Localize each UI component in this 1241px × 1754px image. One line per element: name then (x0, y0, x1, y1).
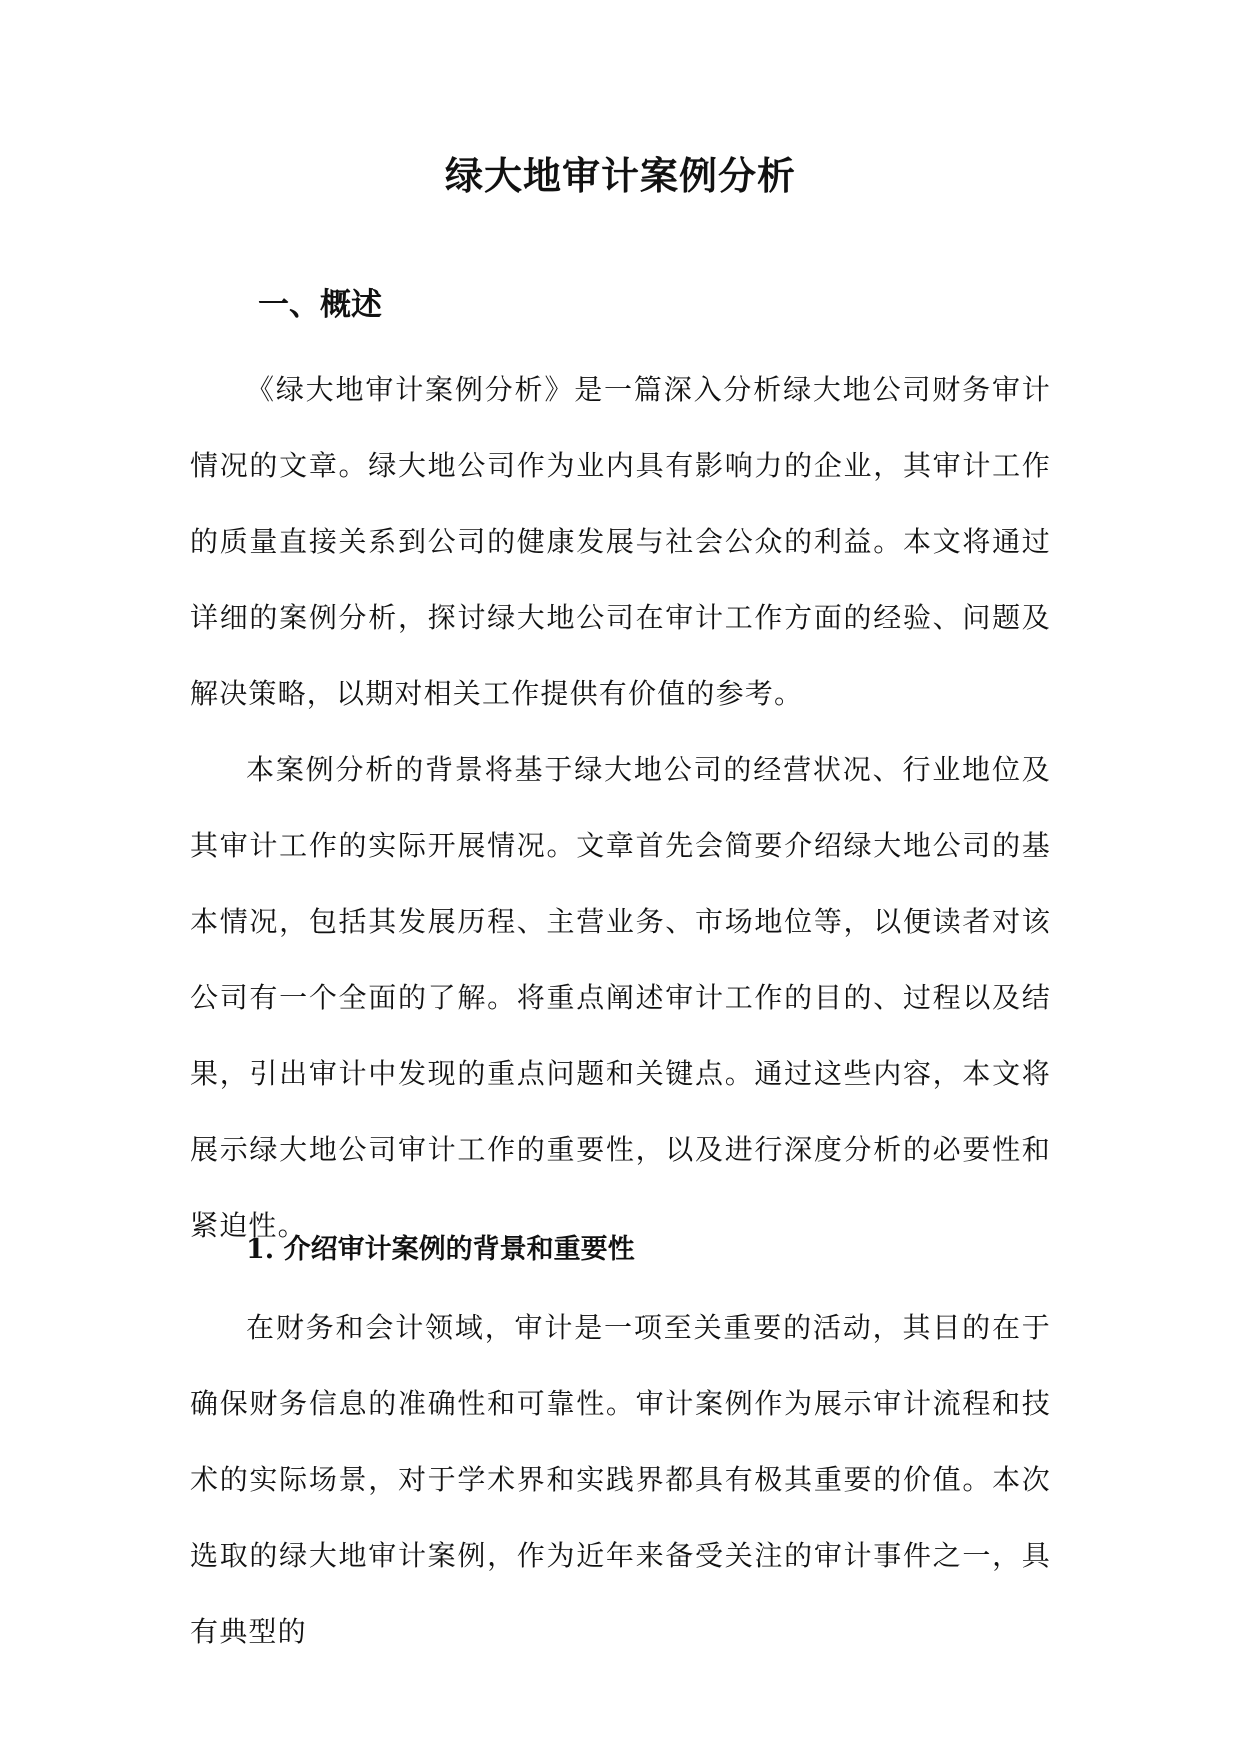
document-title: 绿大地审计案例分析 (444, 153, 796, 198)
section-heading-overview: 一、概述 (258, 287, 382, 323)
paragraph-overview-2: 本案例分析的背景将基于绿大地公司的经营状况、行业地位及其审计工作的实际开展情况。文章首先会简要介绍绿大地公司的基本情况，包括其发展历程、主营业务、市场地位等，以便读者对该公司有一个全面的了解。将重点阐述审计工作的目的、过程以及结果，引出审计中发现的重点问题和关键点。通过这些内容，本文将展示绿大地公司审计工作的重要性，以及进行深度分析的必要性和紧迫性。 (190, 753, 1051, 1242)
paragraph-overview-1: 《绿大地审计案例分析》是一篇深入分析绿大地公司财务审计情况的文章。绿大地公司作为业内具有影响力的企业，其审计工作的质量直接关系到公司的健康发展与社会公众的利益。本文将通过详细的案例分析，探讨绿大地公司在审计工作方面的经验、问题及解决策略，以期对相关工作提供有价值的参考。 (190, 373, 1051, 710)
subsection-heading-background: 1. 介绍审计案例的背景和重要性 (246, 1234, 635, 1265)
paragraph-background-1: 在财务和会计领域，审计是一项至关重要的活动，其目的在于确保财务信息的准确性和可靠性。审计案例作为展示审计流程和技术的实际场景，对于学术界和实践界都具有极其重要的价值。本次选取的绿大地审计案例，作为近年来备受关注的审计事件之一，具有典型的 (190, 1311, 1051, 1648)
